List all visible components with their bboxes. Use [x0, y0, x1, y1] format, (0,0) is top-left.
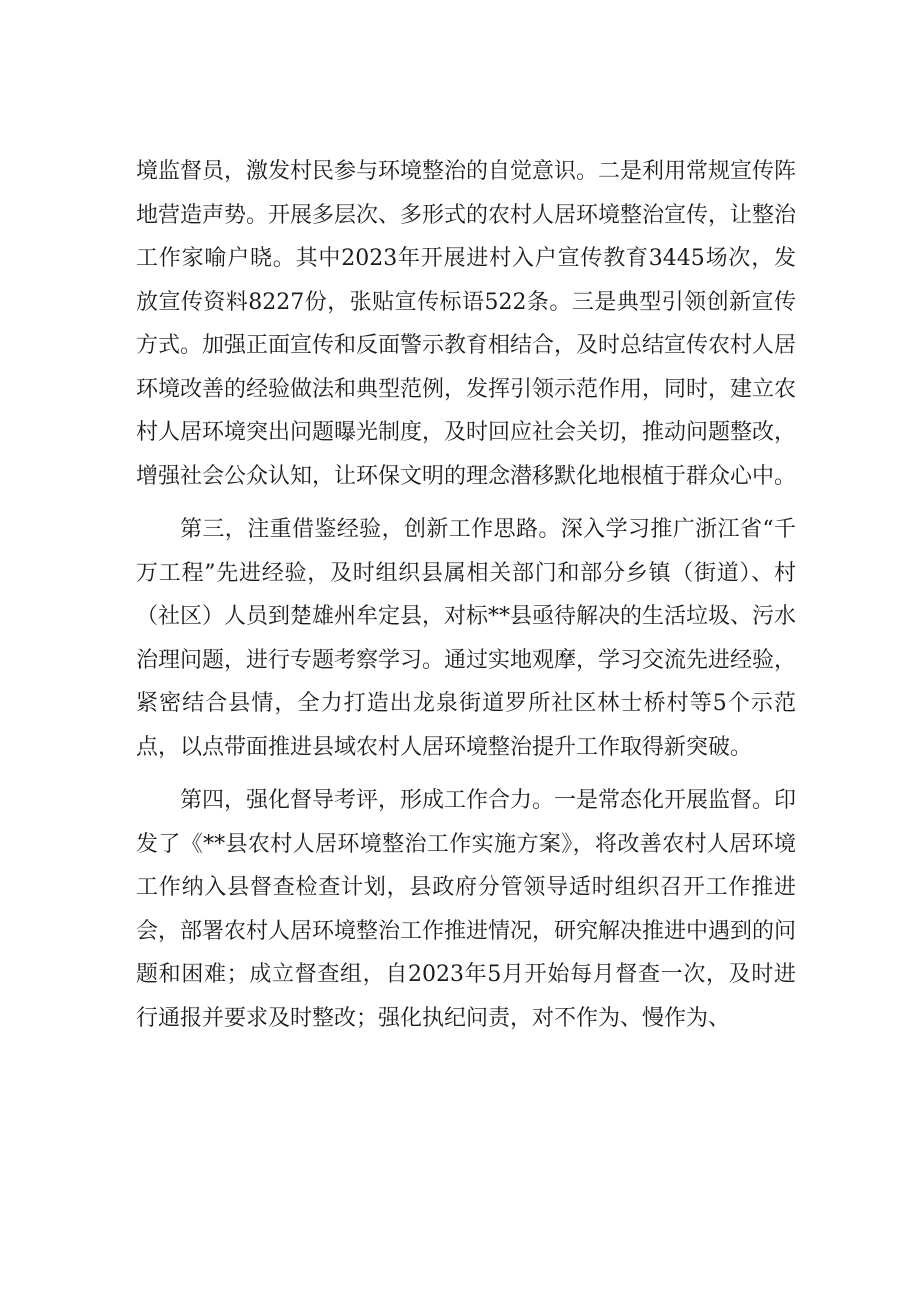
paragraph-fourth-point: 第四，强化督导考评，形成工作合力。一是常态化开展监督。印发了《**县农村人居环境整治工作实施方案》，将改善农村人居环境工作纳入县督查检查计划，县政府分管领导适时组织召开工作推进会，部署农村人居环境整治工作推进情况，研究解决推进中遇到的问题和困难；成立督查组，自2023年5月开始每月督查一次，及时进行通报并要求及时整改；强化执纪问责，对不作为、慢作为、: [136, 788, 797, 1031]
paragraph-third-point: 第三，注重借鉴经验，创新工作思路。深入学习推广浙江省“千万工程”先进经验，及时组织县属相关部门和部分乡镇（街道）、村（社区）人员到楚雄州牟定县，对标**县亟待解决的生活垃圾、污水治理问题，进行专题考察学习。通过实地观摩，学习交流先进经验，紧密结合县情，全力打造出龙泉街道罗所社区林士桥村等5个示范点，以点带面推进县域农村人居环境整治提升工作取得新突破。: [136, 517, 797, 760]
document-body: [136, 150, 796, 1050]
paragraph-publicity: 境监督员，激发村民参与环境整治的自觉意识。二是利用常规宣传阵地营造声势。开展多层次、多形式的农村人居环境整治宣传，让整治工作家喻户晓。其中2023年开展进村入户宣传教育3445场次，发放宣传资料8227份，张贴宣传标语522条。三是典型引领创新宣传方式。加强正面宣传和反面警示教育相结合，及时总结宣传农村人居环境改善的经验做法和典型范例，发挥引领示范作用，同时，建立农村人居环境突出问题曝光制度，及时回应社会关切，推动问题整改，增强社会公众认知，让环保文明的理念潜移默化地根植于群众心中。: [136, 159, 797, 489]
